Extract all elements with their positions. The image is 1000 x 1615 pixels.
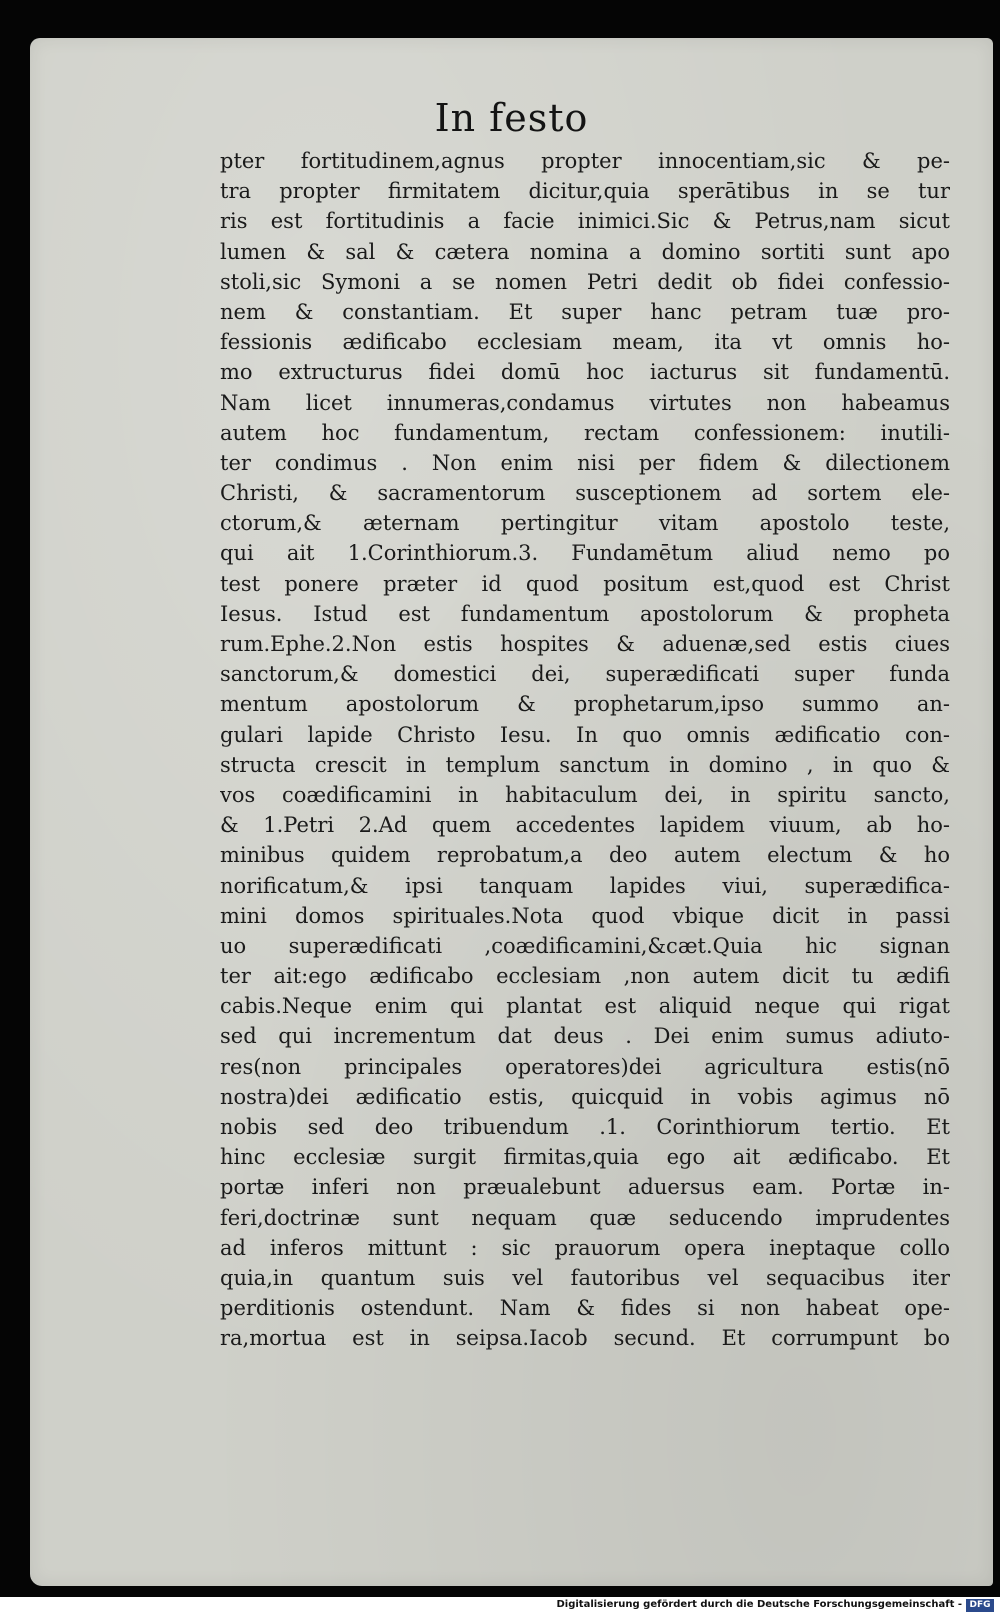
text-line: uo superædificati ,coædificamini,&cæt.Quia hic signan — [220, 933, 950, 958]
text-line: autem hoc fundamentum, rectam confessionem: inutili- — [220, 420, 950, 445]
dfg-logo: DFG — [966, 1599, 994, 1612]
text-line: ter condimus . Non enim nisi per fidem & dilectionem — [220, 450, 950, 475]
text-line: vos coædificamini in habitaculum dei, in spiritu sancto, — [220, 782, 950, 807]
text-line: pter fortitudinem,agnus propter innocentiam,sic & pe- — [220, 149, 950, 173]
text-line: norificatum,& ipsi tanquam lapides viui, superædifica- — [220, 873, 950, 898]
text-line: Iesus. Istud est fundamentum apostolorum & propheta — [220, 601, 950, 626]
text-line: sed qui incrementum dat deus . Dei enim sumus adiuto- — [220, 1024, 950, 1049]
text-line: ris est fortitudinis a facie inimici.Sic & Petrus,nam sicut — [220, 209, 950, 234]
text-line: mini domos spirituales.Nota quod vbique dicit in passi — [220, 903, 950, 928]
text-line: tra propter firmitatem dicitur,quia sperātibus in se tur — [220, 179, 950, 204]
body-text — [220, 146, 950, 1354]
text-line: quia,in quantum suis vel fautoribus vel sequacibus iter — [220, 1265, 950, 1290]
text-line: ra,mortua est in seipsa.Iacob secund. Et corrumpunt bo — [220, 1326, 950, 1351]
running-head: In festo — [434, 96, 589, 140]
text-line: mo extructurus fidei domū hoc iacturus sit fundamentū. — [220, 360, 950, 385]
text-line: minibus quidem reprobatum,a deo autem electum & ho — [220, 843, 950, 868]
text-line: ctorum,& æternam pertingitur vitam apostolo teste, — [220, 511, 950, 536]
text-line: mentum apostolorum & prophetarum,ipso summo an- — [220, 692, 950, 717]
text-line: structa crescit in templum sanctum in domino , in quo & — [220, 752, 950, 777]
text-line: Christi, & sacramentorum susceptionem ad sortem ele- — [220, 481, 950, 506]
text-line: gulari lapide Christo Iesu. In quo omnis ædificatio con- — [220, 722, 950, 747]
text-line: stoli,sic Symoni a se nomen Petri dedit ob fidei confessio- — [220, 269, 950, 294]
text-line: res(non principales operatores)dei agricultura estis(nō — [220, 1054, 950, 1079]
book-page — [30, 38, 993, 1586]
text-line: test ponere præter id quod positum est,quod est Christ — [220, 571, 950, 596]
text-line: rum.Ephe.2.Non estis hospites & aduenæ,sed estis ciues — [220, 632, 950, 656]
text-line: sanctorum,& domestici dei, superædificati super funda — [220, 662, 950, 687]
text-line: nobis sed deo tribuendum .1. Corinthiorum tertio. Et — [220, 1115, 950, 1139]
text-line: portæ inferi non præualebunt aduersus eam. Portæ in- — [220, 1175, 950, 1200]
text-line: Nam licet innumeras,condamus virtutes non habeamus — [220, 390, 950, 415]
text-line: cabis.Neque enim qui plantat est aliquid neque qui rigat — [220, 994, 950, 1019]
text-line: qui ait 1.Corinthiorum.3. Fundamētum aliud nemo po — [220, 541, 950, 566]
text-line: nem & constantiam. Et super hanc petram tuæ pro- — [220, 299, 950, 324]
text-line: & 1.Petri 2.Ad quem accedentes lapidem viuum, ab ho- — [220, 813, 950, 838]
text-line: ter ait:ego ædificabo ecclesiam ,non autem dicit tu ædifi — [220, 964, 950, 989]
text-line: fessionis ædificabo ecclesiam meam, ita vt omnis ho- — [220, 330, 950, 355]
text-line: hinc ecclesiæ surgit firmitas,quia ego ait ædificabo. Et — [220, 1145, 950, 1170]
footer-credit: Digitalisierung gefördert durch die Deutsche Forschungsgemeinschaft - — [556, 1599, 962, 1610]
text-line: lumen & sal & cætera nomina a domino sortiti sunt apo — [220, 239, 950, 264]
text-line: perditionis ostendunt. Nam & fides si non habeat ope- — [220, 1296, 950, 1321]
text-line: nostra)dei ædificatio estis, quicquid in vobis agimus nō — [220, 1084, 950, 1109]
text-line: feri,doctrinæ sunt nequam quæ seducendo imprudentes — [220, 1205, 950, 1230]
text-line: ad inferos mittunt : sic prauorum opera ineptaque collo — [220, 1235, 950, 1260]
